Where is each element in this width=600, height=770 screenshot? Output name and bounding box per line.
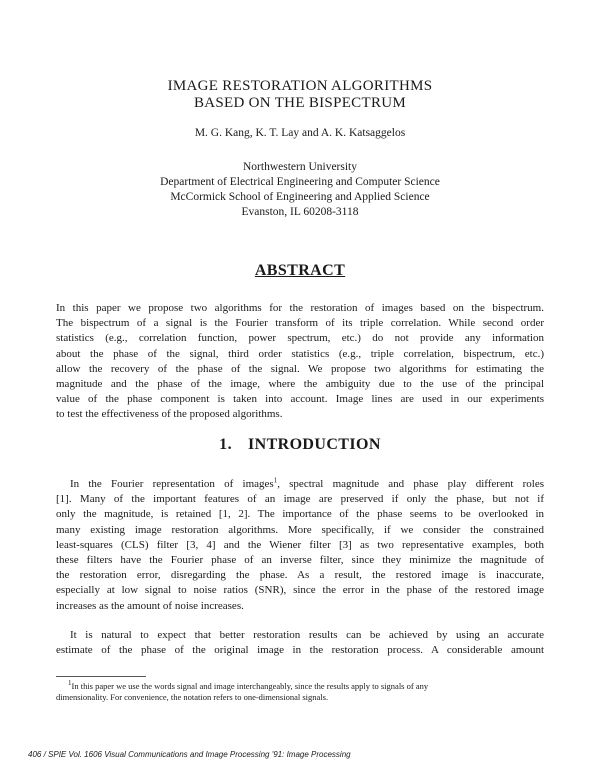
introduction-paragraph-1 [56,477,544,614]
abstract-line: to test the effectiveness of the proposed algorithms. [56,408,283,421]
introduction-heading [60,436,540,454]
intro-line: these filters have the Fourier phase of an inverse filter, since they minimize the magnitude of [56,554,544,567]
abstract-line: In this paper we propose two algorithms for the restoration of images based on the bispectrum. [56,302,544,314]
section-title: INTRODUCTION [247,436,381,453]
intro-line: least-squares (CLS) filter [3, 4] and the Wiener filter [3] as two representative examples, both [56,538,544,551]
intro-line: especially at low signal to noise ratios (SNR), since the error in the phase of the restored image [56,584,544,597]
title-line-1: IMAGE RESTORATION ALGORITHMS [167,78,433,94]
abstract-line: magnitude and the phase of the image, where the ambiguity due to the use of the principal [56,378,544,391]
intro-line: increases as the amount of noise increases. [56,599,244,612]
intro-line: estimate of the phase of the original image in the restoration process. A considerable amount [56,644,544,657]
intro-line-tail: , spectral magnitude and phase play different roles [277,478,544,490]
intro-line [56,477,544,492]
intro-line: the restoration error, disregarding the phase. As a result, the restored image is inaccurate, [56,569,544,582]
footnote-marker: 1 [68,679,72,688]
affiliation-line: Department of Electrical Engineering and Computer Science [160,176,440,188]
footnote-divider [56,676,146,677]
footnote-ref: 1 [273,476,278,485]
intro-line: only the magnitude, is retained [1, 2]. The importance of the phase seems to be overlooked in [56,508,544,521]
affiliation-line: McCormick School of Engineering and Applied Science [170,191,430,203]
intro-line: It is natural to expect that better restoration results can be achieved by using an accurate [70,629,544,641]
abstract-line: allow the recovery of the phase of the signal. We propose two algorithms for estimating the [56,362,544,375]
page-footer: 406 / SPIE Vol. 1606 Visual Communications and Image Processing '91: Image Processing [28,750,351,759]
abstract-line: value of the phase component is taken into account. Image lines are used in our experiments [56,393,544,406]
affiliation-line: Northwestern University [242,161,358,173]
footnote-line: dimensionality. For convenience, the notation refers to one-dimensional signals. [56,692,329,702]
introduction-paragraph-2 [56,628,544,658]
abstract-line: The bispectrum of a signal is the Fourier transform of its triple correlation. While second order [56,317,544,330]
affiliation-line: Evanston, IL 60208-3118 [241,206,359,218]
section-number: 1. [219,436,232,453]
intro-line: many existing image restoration algorithms. More specifically, if we consider the constrained [56,523,544,536]
abstract-line: statistics (e.g., correlation function, power spectrum, etc.) do not provide any information [56,332,544,345]
footnote [56,681,544,703]
footnote-line: $^1$In this paper we use the words signal and image interchangeably, since the results apply to signals of any [68,679,429,691]
abstract-body [56,301,544,423]
authors: M. G. Kang, K. T. Lay and A. K. Katsaggelos [194,127,406,139]
intro-line: [1]. Many of the important features of an image are preserved if only the phase, but not if [56,493,544,506]
intro-line-lead: In the Fourier representation of images [70,478,274,490]
paper-title [60,78,540,112]
title-line-2: BASED ON THE BISPECTRUM [193,95,407,111]
abstract-heading: ABSTRACT [254,262,346,279]
abstract-line: about the phase of the signal, third order statistics (e.g., triple correlation, bispectrum, etc.) [56,347,544,360]
affiliation [60,160,540,220]
